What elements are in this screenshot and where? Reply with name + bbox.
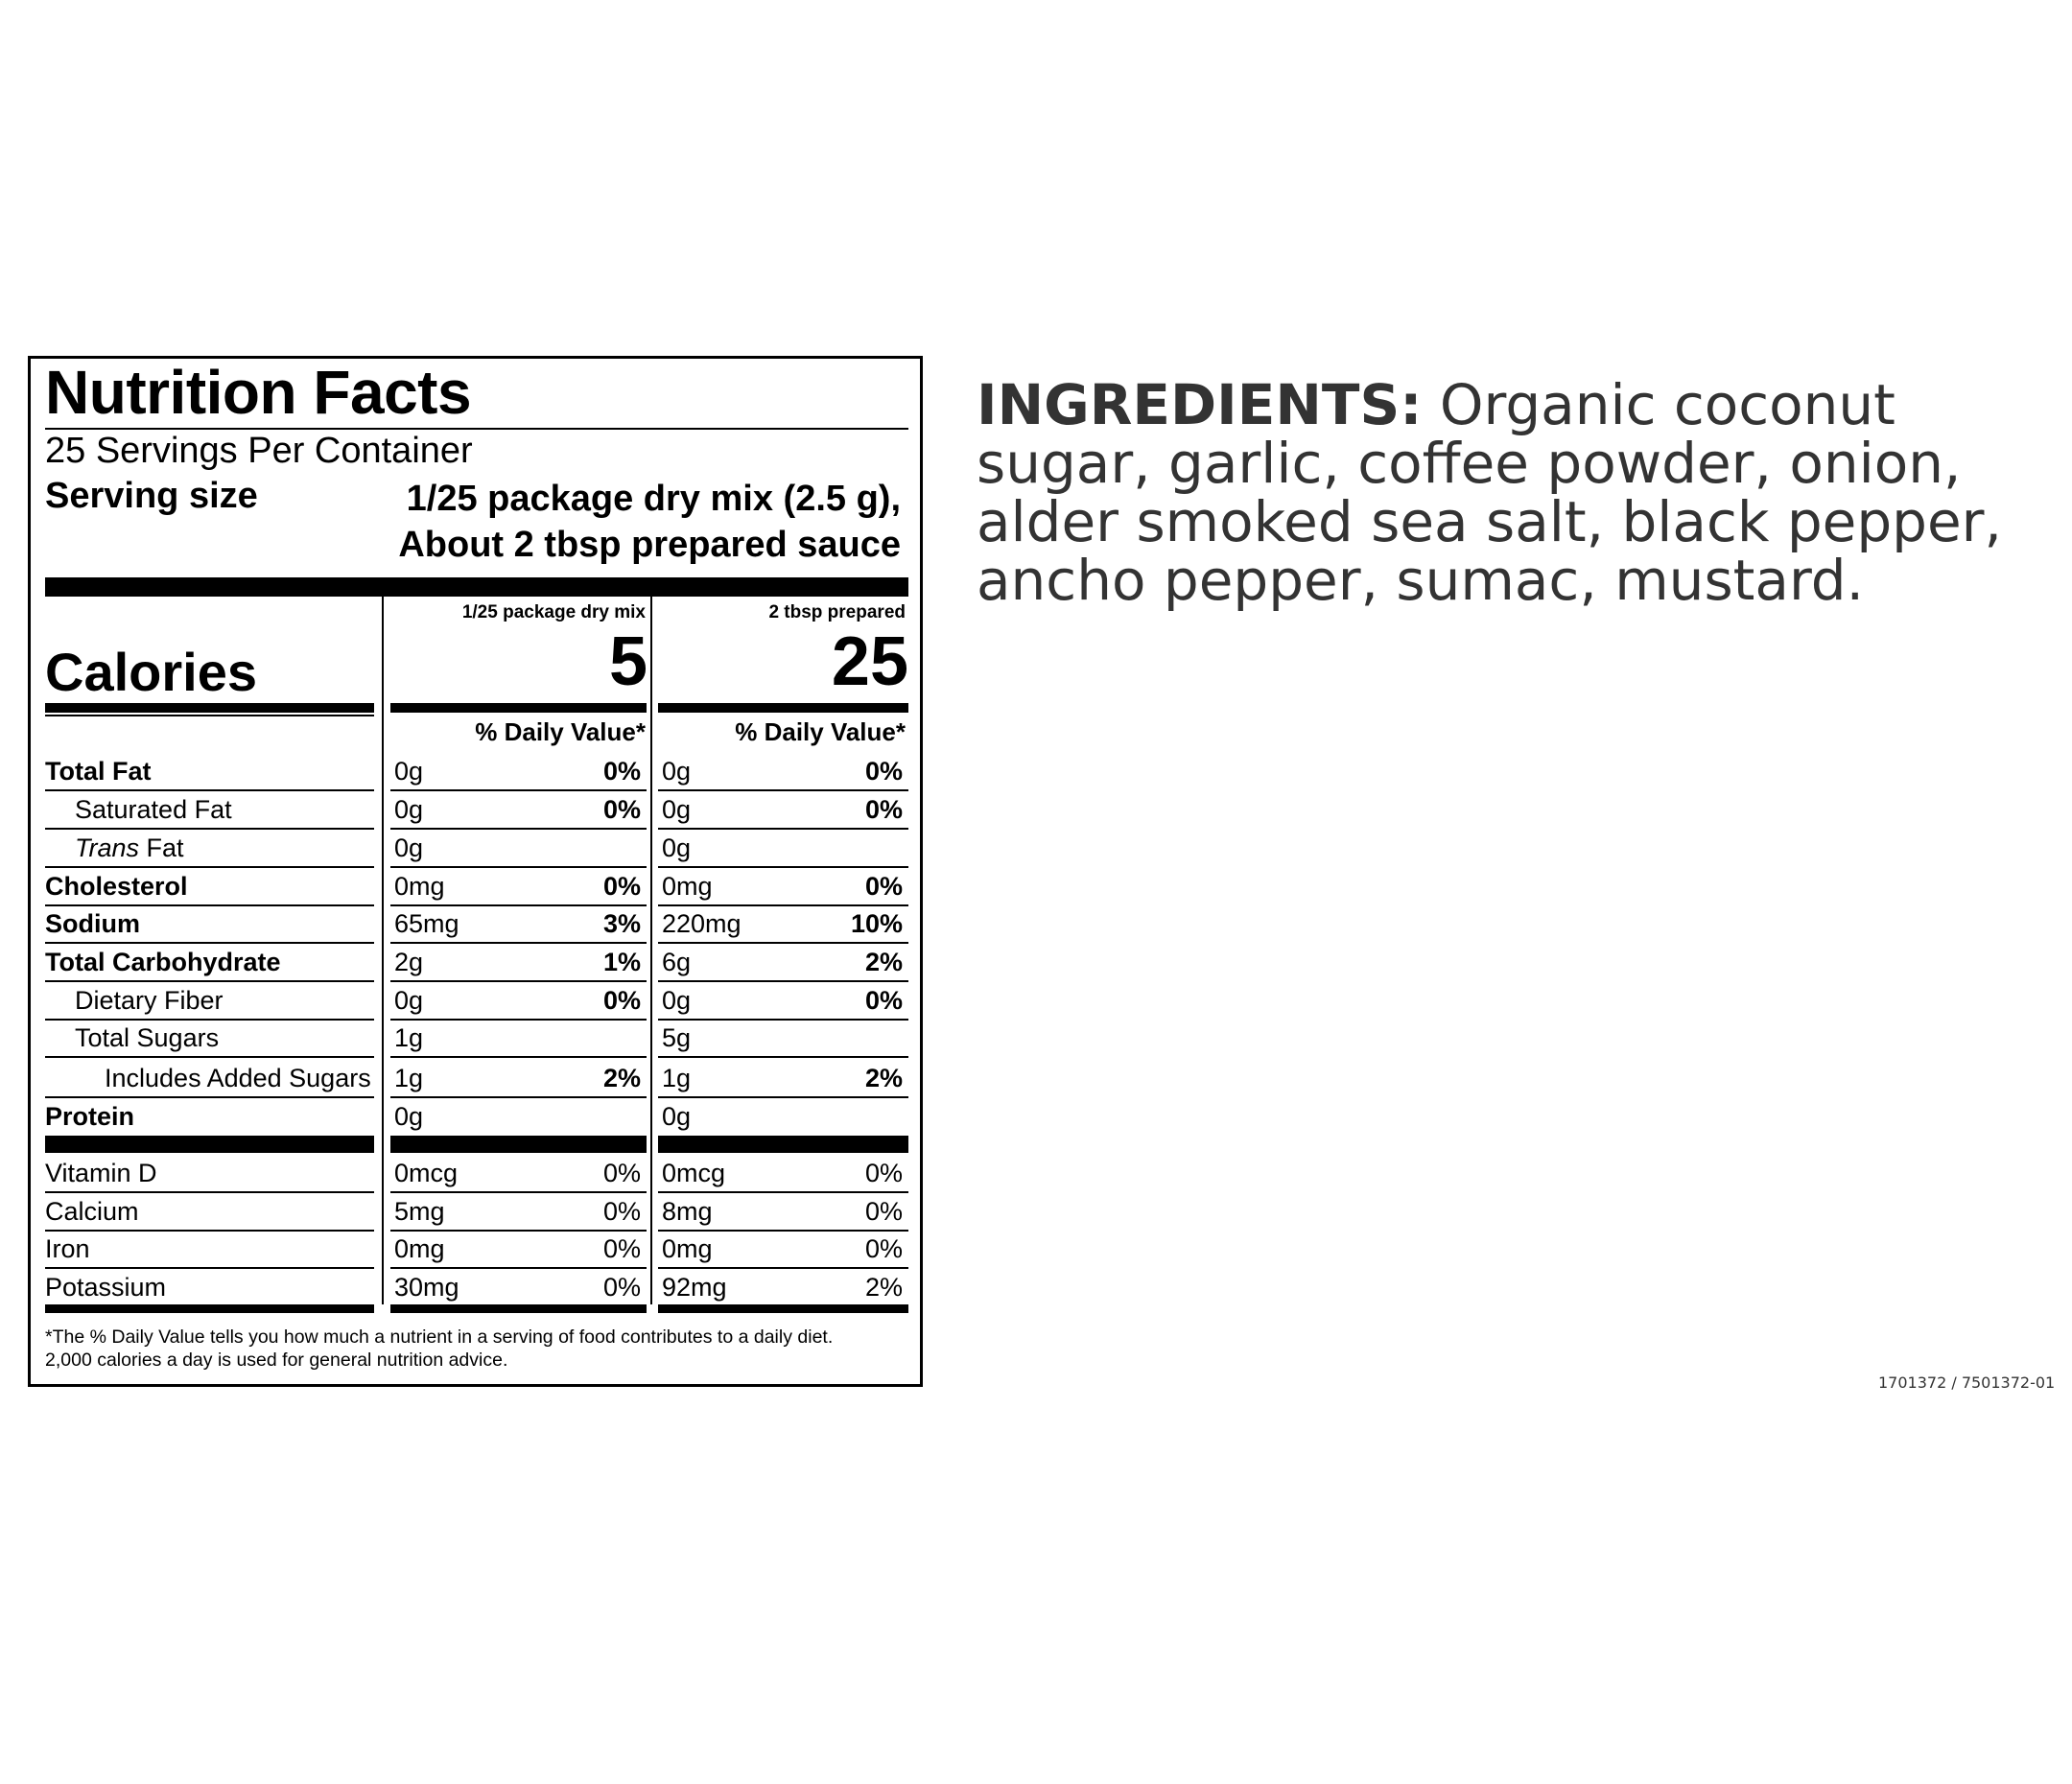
nutrient-amount: 0mg <box>662 872 713 901</box>
nutrient-amount: 6g <box>662 948 692 976</box>
nutrient-amount: 0g <box>662 757 692 786</box>
calories-dry-mix: 5 <box>608 623 648 700</box>
nutrient-amount: 220mg <box>662 909 742 938</box>
nutrient-row <box>31 752 920 790</box>
serving-size-value: 1/25 package dry mix (2.5 g), About 2 tbsp prepared sauce <box>398 479 901 565</box>
daily-value-header: % Daily Value* <box>735 717 906 746</box>
nutrient-amount: 5g <box>662 1023 692 1052</box>
nutrient-name: Includes Added Sugars <box>105 1064 371 1092</box>
nutrient-name: Protein <box>45 1102 135 1131</box>
nutrient-daily-value: 0% <box>602 986 641 1015</box>
nutrient-row <box>31 1059 920 1097</box>
servings-per-container: 25 Servings Per Container <box>45 431 473 471</box>
nutrient-amount: 0g <box>394 986 424 1015</box>
nutrient-name: Total Sugars <box>75 1023 220 1052</box>
nutrient-name: Dietary Fiber <box>75 986 224 1015</box>
nutrient-amount: 0g <box>662 986 692 1015</box>
nutrient-amount: 0g <box>662 795 692 824</box>
nutrient-daily-value: 2% <box>602 1064 641 1092</box>
nutrient-row <box>31 1268 920 1306</box>
calories-rule <box>658 703 908 713</box>
thick-divider <box>390 1136 647 1153</box>
nutrient-amount: 1g <box>394 1064 424 1092</box>
thick-divider <box>45 1136 374 1153</box>
thick-divider <box>658 1304 908 1313</box>
nutrient-name-suffix: Fat <box>139 833 184 862</box>
nutrient-name: Cholesterol <box>45 872 188 901</box>
row-divider <box>658 1056 908 1058</box>
nutrient-name: Calcium <box>45 1197 139 1226</box>
daily-value-header: % Daily Value* <box>475 717 646 746</box>
daily-value-footnote: *The % Daily Value tells you how much a nutrient in a serving of food contributes to a daily diet. 2,000 calories a day is used for general nutrition advice. <box>45 1326 834 1371</box>
nutrient-amount: 0mg <box>394 872 445 901</box>
nutrient-name: Vitamin D <box>45 1159 157 1187</box>
ingredients-text: Organic coconut sugar, garlic, coffee powder, onion, alder smoked sea salt, black pepper, ancho pepper, sumac, mustard. <box>977 372 2002 613</box>
nutrient-name: Total Fat <box>45 757 152 786</box>
nutrient-amount: 2g <box>394 948 424 976</box>
nutrient-daily-value: 0% <box>602 1197 641 1226</box>
nutrient-daily-value: 2% <box>864 1273 903 1302</box>
nutrient-amount: 0mcg <box>394 1159 459 1187</box>
calories-label: Calories <box>45 642 257 702</box>
nutrient-amount: 1g <box>662 1064 692 1092</box>
row-divider <box>45 1056 374 1058</box>
nutrient-daily-value: 0% <box>602 1273 641 1302</box>
thick-divider <box>658 1136 908 1153</box>
column-header-prepared: 2 tbsp prepared <box>768 602 906 622</box>
nutrient-amount: 0g <box>394 1102 424 1131</box>
calories-prepared: 25 <box>831 623 908 700</box>
ingredients-statement <box>977 372 2065 613</box>
nutrient-daily-value: 3% <box>602 909 641 938</box>
nutrient-row <box>31 790 920 829</box>
nutrient-daily-value: 0% <box>602 757 641 786</box>
nutrient-amount: 8mg <box>662 1197 713 1226</box>
nutrient-daily-value: 0% <box>602 1159 641 1187</box>
row-divider <box>390 1056 647 1058</box>
nutrient-amount: 0mg <box>394 1234 445 1263</box>
column-header-dry-mix: 1/25 package dry mix <box>461 602 646 622</box>
nutrient-amount: 92mg <box>662 1273 727 1302</box>
nutrient-name: Sodium <box>45 909 140 938</box>
nutrient-daily-value: 2% <box>864 948 903 976</box>
nutrient-name <box>75 829 184 867</box>
ingredients-label: INGREDIENTS: <box>977 372 1423 437</box>
calories-rule <box>390 703 647 713</box>
nutrient-row <box>31 1097 920 1136</box>
nutrient-amount: 0mg <box>662 1234 713 1263</box>
nutrient-daily-value: 1% <box>602 948 641 976</box>
nutrient-daily-value: 0% <box>864 1234 903 1263</box>
nutrient-daily-value: 0% <box>864 795 903 824</box>
nutrient-daily-value: 0% <box>864 757 903 786</box>
nutrient-amount: 0g <box>394 757 424 786</box>
thick-divider <box>390 1304 647 1313</box>
calories-rule <box>45 703 374 713</box>
nutrient-daily-value: 0% <box>864 986 903 1015</box>
nutrient-amount: 0g <box>662 833 692 862</box>
nutrient-amount: 65mg <box>394 909 459 938</box>
nutrient-daily-value: 2% <box>864 1064 903 1092</box>
nutrient-row <box>31 981 920 1020</box>
serving-size-label: Serving size <box>45 476 258 516</box>
nutrient-amount: 0g <box>662 1102 692 1131</box>
nutrient-daily-value: 0% <box>864 1159 903 1187</box>
divider <box>45 428 908 430</box>
nutrient-daily-value: 0% <box>602 1234 641 1263</box>
nutrient-name: Potassium <box>45 1273 167 1302</box>
nutrient-amount: 0mcg <box>662 1159 726 1187</box>
nutrient-daily-value: 10% <box>850 909 903 938</box>
nutrient-row <box>31 829 920 867</box>
nutrient-amount: 1g <box>394 1023 424 1052</box>
nutrition-facts-panel <box>28 356 923 1387</box>
nutrient-name-italic: Trans <box>75 833 140 862</box>
product-code: 1701372 / 7501372-01 <box>1878 1373 2056 1392</box>
nutrition-facts-title: Nutrition Facts <box>45 358 472 427</box>
nutrient-row <box>31 1230 920 1268</box>
nutrient-daily-value: 0% <box>864 872 903 901</box>
nutrient-amount: 30mg <box>394 1273 459 1302</box>
nutrient-row <box>31 943 920 981</box>
nutrient-name: Iron <box>45 1234 90 1263</box>
thick-divider <box>45 577 908 597</box>
nutrient-amount: 0g <box>394 833 424 862</box>
nutrient-daily-value: 0% <box>602 872 641 901</box>
nutrient-row <box>31 867 920 905</box>
nutrient-amount: 5mg <box>394 1197 445 1226</box>
nutrient-row <box>31 1192 920 1231</box>
nutrient-amount: 0g <box>394 795 424 824</box>
nutrient-name: Saturated Fat <box>75 795 232 824</box>
nutrient-row <box>31 1154 920 1192</box>
nutrient-name: Total Carbohydrate <box>45 948 281 976</box>
nutrient-row <box>31 904 920 943</box>
divider <box>45 715 374 716</box>
nutrient-daily-value: 0% <box>864 1197 903 1226</box>
nutrient-row <box>31 1019 920 1057</box>
nutrient-daily-value: 0% <box>602 795 641 824</box>
thick-divider <box>45 1304 374 1313</box>
